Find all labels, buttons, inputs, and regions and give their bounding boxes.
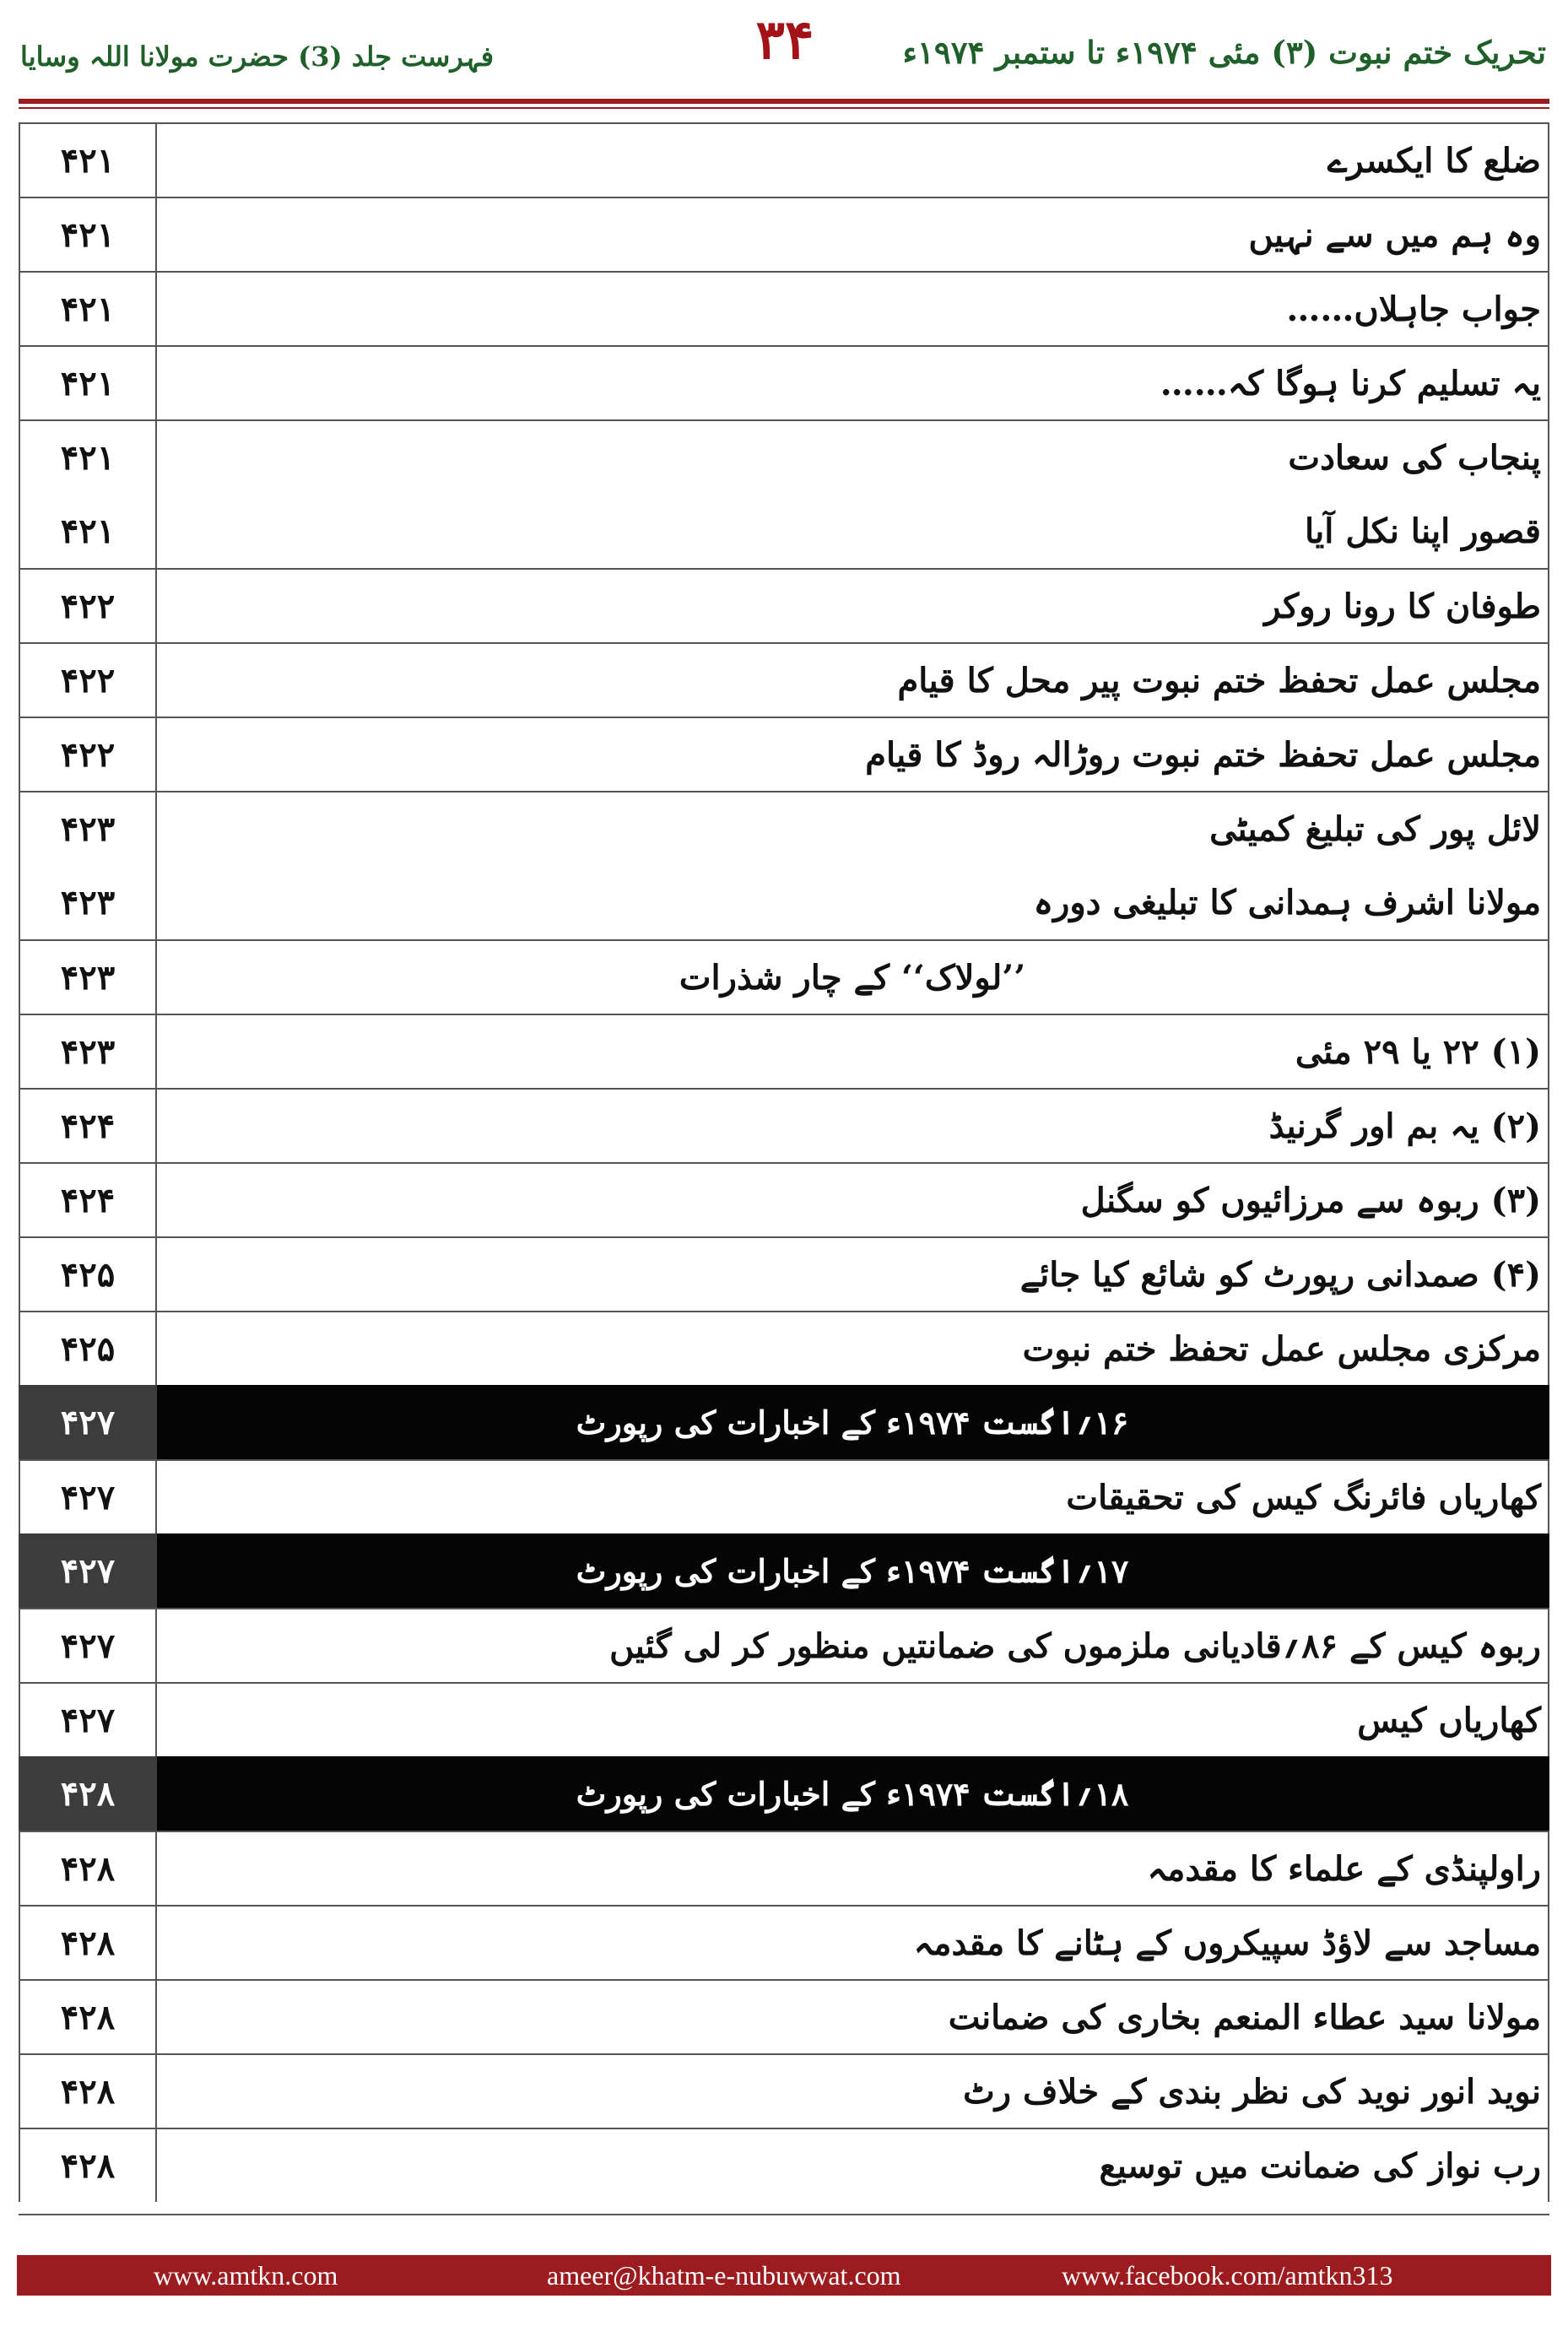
- header-rule-thin: [19, 107, 1549, 109]
- entry-title: قصور اپنا نکل آیا: [157, 494, 1549, 568]
- table-row: [19, 1608, 1549, 1682]
- entry-page-number: ۴۲۱: [19, 197, 157, 271]
- entry-page-number: ۴۲۸: [19, 1831, 157, 1905]
- entry-title: پنجاب کی سعادت: [157, 419, 1549, 494]
- table-row: [19, 1682, 1549, 1756]
- section-header-row: [19, 1385, 1549, 1459]
- entry-title: ۱۸؍اگست ۱۹۷۴ء کے اخبارات کی رپورٹ: [157, 1756, 1549, 1831]
- entry-title: مجلس عمل تحفظ ختم نبوت روڑالہ روڈ کا قیام: [157, 717, 1549, 791]
- table-row: [19, 1236, 1549, 1311]
- table-row: [19, 197, 1549, 271]
- entry-page-number: ۴۲۷: [19, 1608, 157, 1682]
- entry-page-number: ۴۲۱: [19, 494, 157, 568]
- email-link[interactable]: ameer@khatm-e-nubuwwat.com: [547, 2260, 901, 2291]
- entry-page-number: ۴۲۸: [19, 2128, 157, 2202]
- section-header-row: [19, 1533, 1549, 1608]
- entry-page-number: ۴۲۱: [19, 271, 157, 345]
- table-row: [19, 271, 1549, 345]
- table-row: [19, 419, 1549, 494]
- entry-title: مساجد سے لاؤڈ سپیکروں کے ہٹانے کا مقدمہ: [157, 1905, 1549, 1979]
- entry-title: ضلع کا ایکسرے: [157, 122, 1549, 197]
- entry-page-number: ۴۲۴: [19, 1088, 157, 1162]
- page-header: [0, 0, 1568, 101]
- section-header-row: [19, 1756, 1549, 1831]
- entry-title: (۲) یہ بم اور گرنیڈ: [157, 1088, 1549, 1162]
- entry-page-number: ۴۲۷: [19, 1385, 157, 1459]
- entry-page-number: ۴۲۸: [19, 2053, 157, 2128]
- table-row: [19, 865, 1549, 939]
- entry-page-number: ۴۲۷: [19, 1682, 157, 1756]
- table-row: [19, 1088, 1549, 1162]
- entry-title: مرکزی مجلس عمل تحفظ ختم نبوت: [157, 1311, 1549, 1385]
- entry-page-number: ۴۲۳: [19, 865, 157, 939]
- entry-page-number: ۴۲۵: [19, 1311, 157, 1385]
- entry-title: نوید انور نوید کی نظر بندی کے خلاف رٹ: [157, 2053, 1549, 2128]
- table-row: [19, 1311, 1549, 1385]
- entry-title: طوفان کا رونا روکر: [157, 568, 1549, 642]
- entry-title: (۳) ربوہ سے مرزائیوں کو سگنل: [157, 1162, 1549, 1236]
- book-title: تحریک ختم نبوت (۳) مئی ۱۹۷۴ء تا ستمبر ۱۹۷۴ء: [902, 34, 1546, 71]
- entry-title: کھاریاں فائرنگ کیس کی تحقیقات: [157, 1459, 1549, 1533]
- table-row: [19, 345, 1549, 419]
- entry-title: مولانا سید عطاء المنعم بخاری کی ضمانت: [157, 1979, 1549, 2053]
- entry-page-number: ۴۲۱: [19, 419, 157, 494]
- entry-page-number: ۴۲۳: [19, 791, 157, 865]
- entry-page-number: ۴۲۱: [19, 345, 157, 419]
- entry-title: (۱) ۲۲ یا ۲۹ مئی: [157, 1014, 1549, 1088]
- entry-title: ۱۶؍اگست ۱۹۷۴ء کے اخبارات کی رپورٹ: [157, 1385, 1549, 1459]
- table-row: [19, 494, 1549, 568]
- table-row: [19, 791, 1549, 865]
- entry-page-number: ۴۲۴: [19, 1162, 157, 1236]
- entry-title: رب نواز کی ضمانت میں توسیع: [157, 2128, 1549, 2202]
- entry-title: مجلس عمل تحفظ ختم نبوت پیر محل کا قیام: [157, 642, 1549, 717]
- entry-page-number: ۴۲۱: [19, 122, 157, 197]
- entry-page-number: ۴۲۸: [19, 1756, 157, 1831]
- table-row: [19, 1014, 1549, 1088]
- entry-page-number: ۴۲۳: [19, 1014, 157, 1088]
- table-row: [19, 1162, 1549, 1236]
- table-row: [19, 717, 1549, 791]
- entry-page-number: ۴۲۲: [19, 642, 157, 717]
- table-bottom-border: [19, 2214, 1549, 2215]
- table-row: [19, 2128, 1549, 2202]
- table-row: [19, 2053, 1549, 2128]
- table-of-contents: [19, 122, 1549, 2202]
- table-row: [19, 1979, 1549, 2053]
- table-row: [19, 122, 1549, 197]
- entry-page-number: ۴۲۷: [19, 1459, 157, 1533]
- table-row: [19, 642, 1549, 717]
- table-row: [19, 1831, 1549, 1905]
- header-rule-thick: [19, 99, 1549, 104]
- entry-title: ربوہ کیس کے ۸۶؍قادیانی ملزموں کی ضمانتیں منظور کر لی گئیں: [157, 1608, 1549, 1682]
- entry-title: لائل پور کی تبلیغ کمیٹی: [157, 791, 1549, 865]
- footer-bar: [17, 2255, 1551, 2296]
- table-row: [19, 939, 1549, 1014]
- entry-page-number: ۴۲۸: [19, 1905, 157, 1979]
- entry-page-number: ۴۲۲: [19, 717, 157, 791]
- entry-title: ۱۷؍اگست ۱۹۷۴ء کے اخبارات کی رپورٹ: [157, 1533, 1549, 1608]
- entry-page-number: ۴۲۵: [19, 1236, 157, 1311]
- entry-title: یہ تسلیم کرنا ہوگا کہ……: [157, 345, 1549, 419]
- entry-title: (۴) صمدانی رپورٹ کو شائع کیا جائے: [157, 1236, 1549, 1311]
- entry-title: وہ ہم میں سے نہیں: [157, 197, 1549, 271]
- website-link[interactable]: www.amtkn.com: [154, 2260, 338, 2291]
- table-row: [19, 1905, 1549, 1979]
- table-row: [19, 1459, 1549, 1533]
- entry-title: مولانا اشرف ہمدانی کا تبلیغی دورہ: [157, 865, 1549, 939]
- entry-title: ’’لولاک‘‘ کے چار شذرات: [157, 939, 1549, 1014]
- entry-title: جواب جاہلاں……: [157, 271, 1549, 345]
- facebook-link[interactable]: www.facebook.com/amtkn313: [1062, 2260, 1393, 2291]
- entry-title: کھاریاں کیس: [157, 1682, 1549, 1756]
- table-row: [19, 568, 1549, 642]
- entry-page-number: ۴۲۷: [19, 1533, 157, 1608]
- entry-page-number: ۴۲۲: [19, 568, 157, 642]
- entry-page-number: ۴۲۸: [19, 1979, 157, 2053]
- entry-page-number: ۴۲۳: [19, 939, 157, 1014]
- entry-title: راولپنڈی کے علماء کا مقدمہ: [157, 1831, 1549, 1905]
- page-number: ۳۴: [755, 8, 814, 72]
- volume-index-title: فہرست جلد (3) حضرت مولانا اللہ وسایا: [20, 41, 495, 73]
